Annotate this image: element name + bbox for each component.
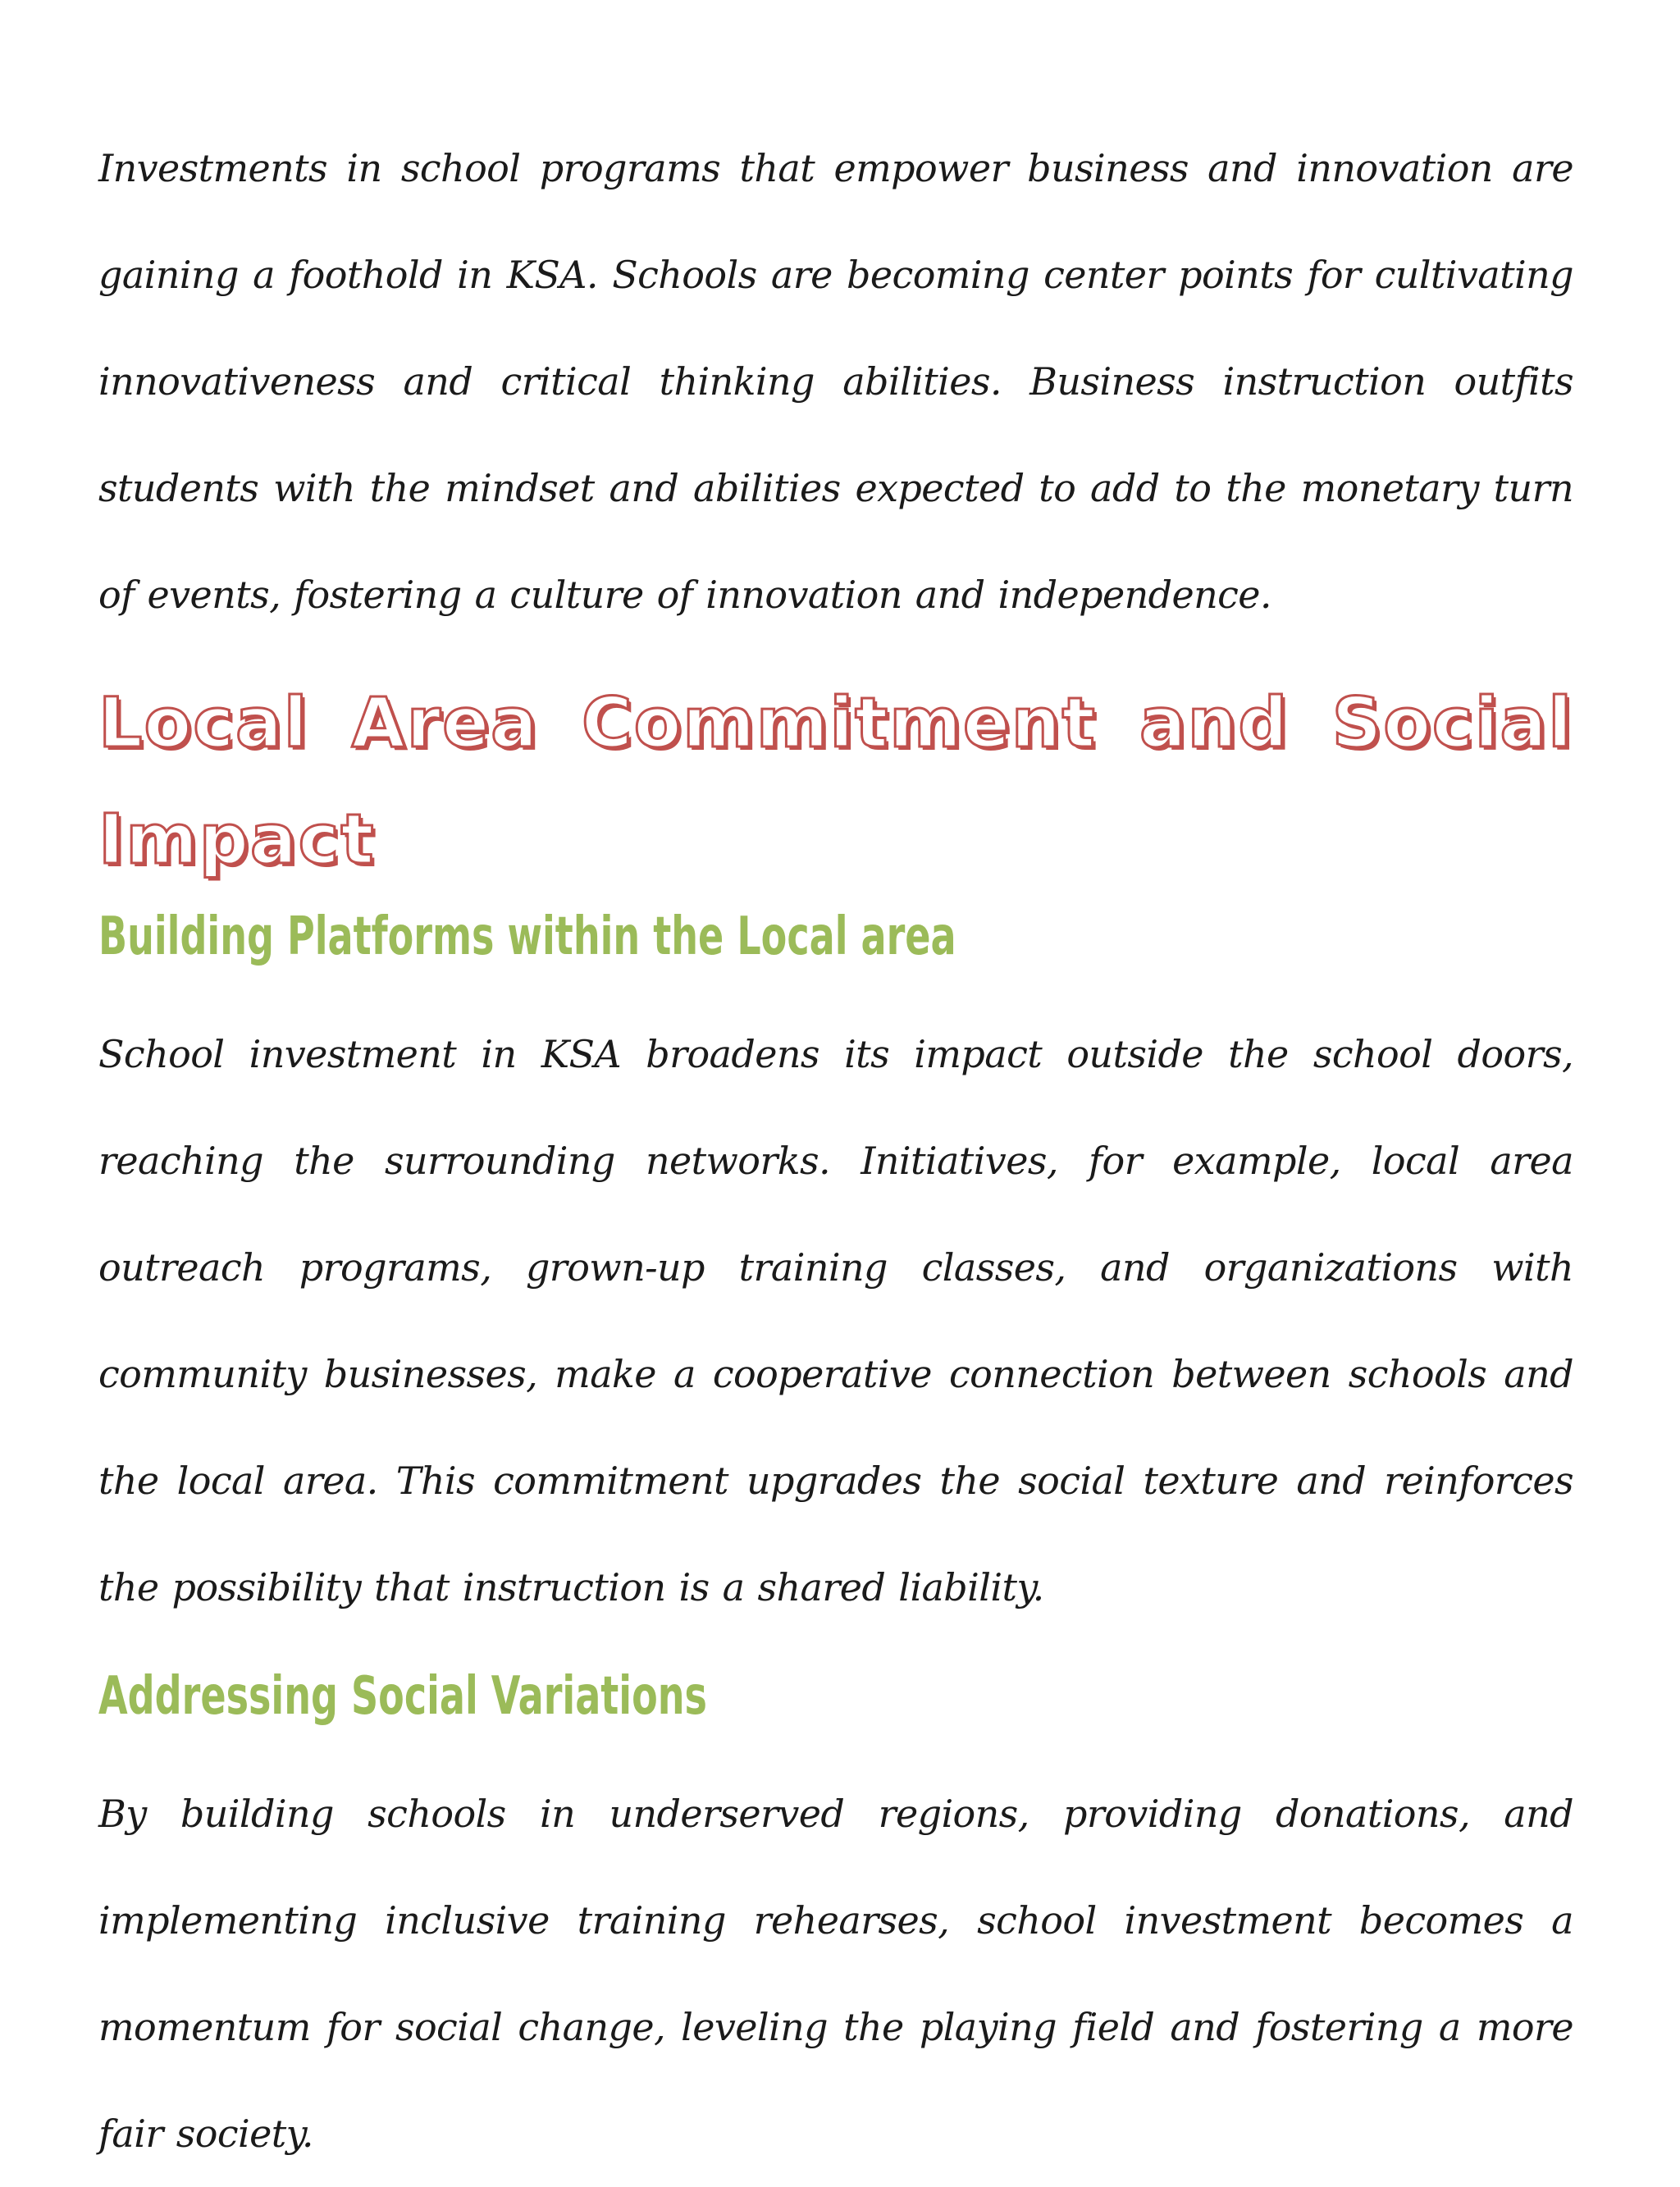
subsection-heading-platforms: Building Platforms within the Local area (98, 906, 956, 967)
section-heading: Local Area Commitment and Social Impact (98, 683, 1573, 879)
intro-paragraph: Investments in school programs that empower business and innovation are gaining a foothold in KSA. Schools are becoming center points for cultivating innovativeness and critical thinking abilities. Business instruction outfits students with the mindset and abilities expected to add to the monetary turn of events, fostering a culture of innovation and independence. (98, 146, 1573, 617)
paragraph-platforms: School investment in KSA broadens its impact outside the school doors, reaching the surrounding networks. Initiatives, for example, local area outreach programs, grown-up training classes, and organizations with community businesses, make a cooperative connection between schools and the local area. This commitment upgrades the social texture and reinforces the possibility that instruction is a shared liability. (98, 1032, 1573, 1609)
document-content (98, 115, 1573, 2187)
subsection-heading-variations: Addressing Social Variations (98, 1666, 707, 1727)
paragraph-variations: By building schools in underserved regions, providing donations, and implementing inclusive training rehearses, school investment becomes a momentum for social change, leveling the playing field and fostering a more fair society. (98, 1792, 1573, 2156)
